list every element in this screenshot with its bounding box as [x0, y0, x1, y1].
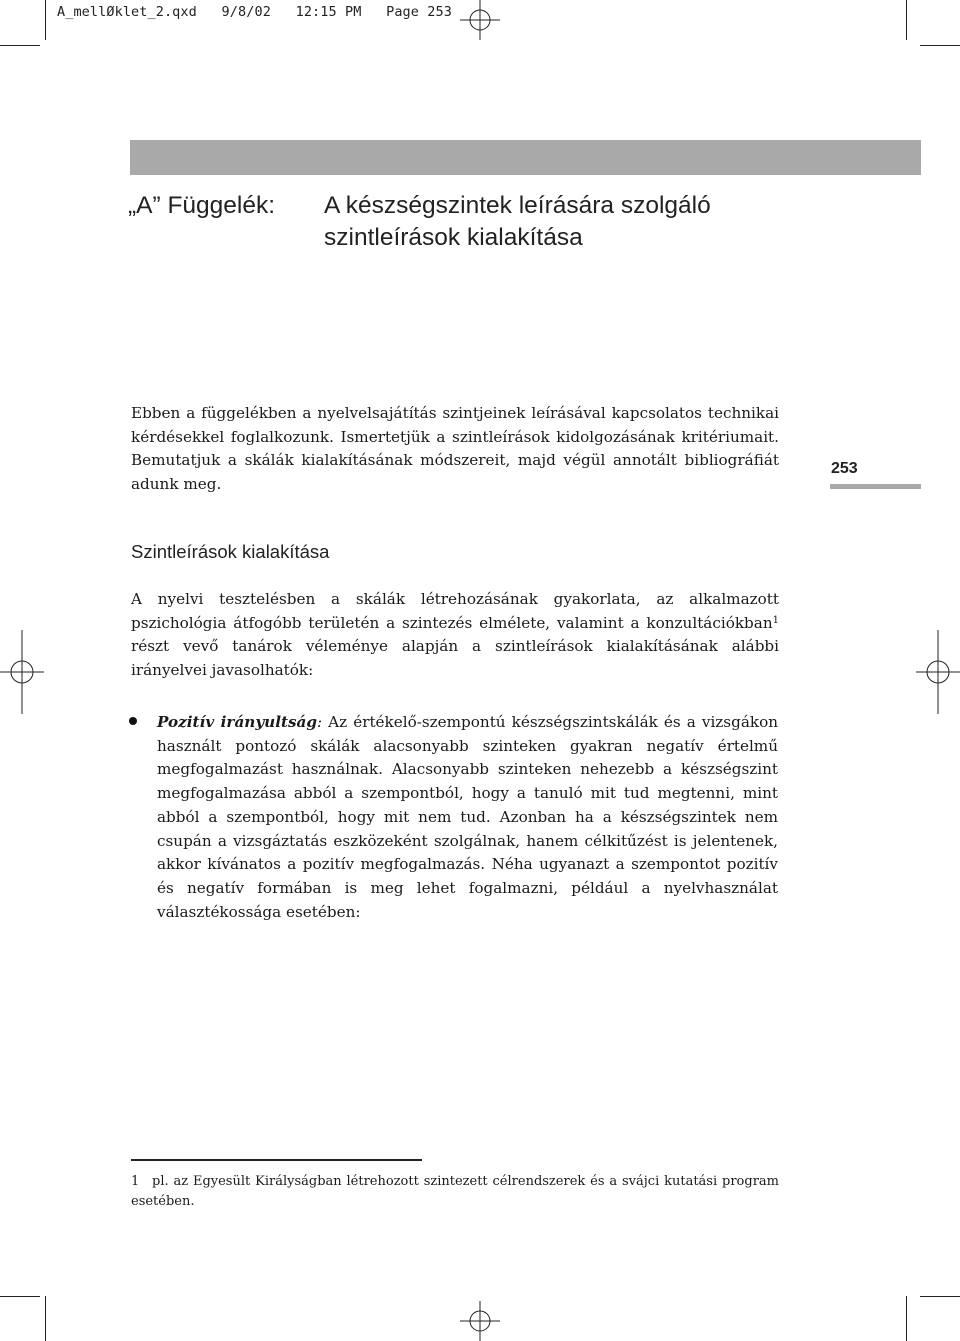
crop-mark: [920, 1296, 960, 1297]
paragraph-text: A nyelvi tesztelésben a skálák létrehozásának gyakorlata, az alkalmazott pszichológia átfogóbb területén a szintezés elmélete, valamint a konzultációkban: [131, 590, 779, 632]
crop-mark: [0, 45, 40, 46]
footnote-reference: 1: [772, 614, 779, 626]
bullet-term: Pozitív irányultság: [157, 713, 317, 731]
bullet-icon: [129, 717, 137, 725]
page-number-bar: [830, 484, 921, 489]
bullet-colon: :: [316, 713, 323, 731]
header-bar: [130, 140, 921, 175]
crop-mark: [45, 0, 46, 40]
footnote-divider: [131, 1159, 422, 1161]
registration-mark-icon: [460, 0, 500, 40]
title-main: A készségszintek leírására szolgáló szintleírások kialakítása: [324, 192, 711, 251]
registration-mark-icon: [0, 630, 44, 714]
crop-mark: [906, 1296, 907, 1341]
body-paragraph: [131, 588, 779, 683]
intro-paragraph: Ebben a függelékben a nyelvelsajátítás szintjeinek leírásával kapcsolatos technikai kérdésekkel foglalkozunk. Ismertetjük a szintleírások kidolgozásának kritériumait. Bemutatjuk a skálák kialakításának módszereit, majd végül annotált bibliográfiát adunk meg.: [131, 404, 779, 494]
crop-mark: [45, 1296, 46, 1341]
footnote-text: pl. az Egyesült Királyságban létrehozott szintezett célrendszerek és a svájci kutatási program esetében.: [131, 1174, 779, 1209]
footnote-mark: 1: [131, 1174, 140, 1189]
print-slug: A_mellØklet_2.qxd 9/8/02 12:15 PM Page 253: [57, 4, 452, 20]
footnote: [131, 1172, 779, 1212]
crop-mark: [906, 0, 907, 40]
section-heading: Szintleírások kialakítása: [131, 541, 330, 562]
page-number: 253: [831, 460, 858, 477]
registration-mark-icon: [916, 630, 960, 714]
crop-mark: [920, 45, 960, 46]
registration-mark-icon: [460, 1301, 500, 1341]
title-prefix: „A” Függelék:: [128, 192, 276, 219]
paragraph-text-continued: részt vevő tanárok véleménye alapján a szintleírások kialakításának alábbi irányelvei javasolhatók:: [131, 637, 779, 680]
bullet-item: [157, 711, 778, 924]
crop-mark: [0, 1296, 40, 1297]
bullet-text: Az értékelő-szempontú készségszintskálák és a vizsgákon használt pontozó skálák alacsonyabb szinteken gyakran negatív értelmű megfogalmazást használnak. Alacsonyabb szinteken nehezebb a készségszint megfogalmazása abból a szempontból, hogy a tanuló mit tud megtenni, mint abból a szempontból, hogy mit nem tud. Azonban ha a készségszintek nem csupán a vizsgáztatás eszközeként szolgálnak, hanem célkitűzést is jelentenek, akkor kívánatos a pozitív megfogalmazás. Néha ugyanazt a szempontot pozitív és negatív formában is meg lehet fogalmazni, például a nyelvhasználat választékossága esetében:: [157, 713, 778, 921]
